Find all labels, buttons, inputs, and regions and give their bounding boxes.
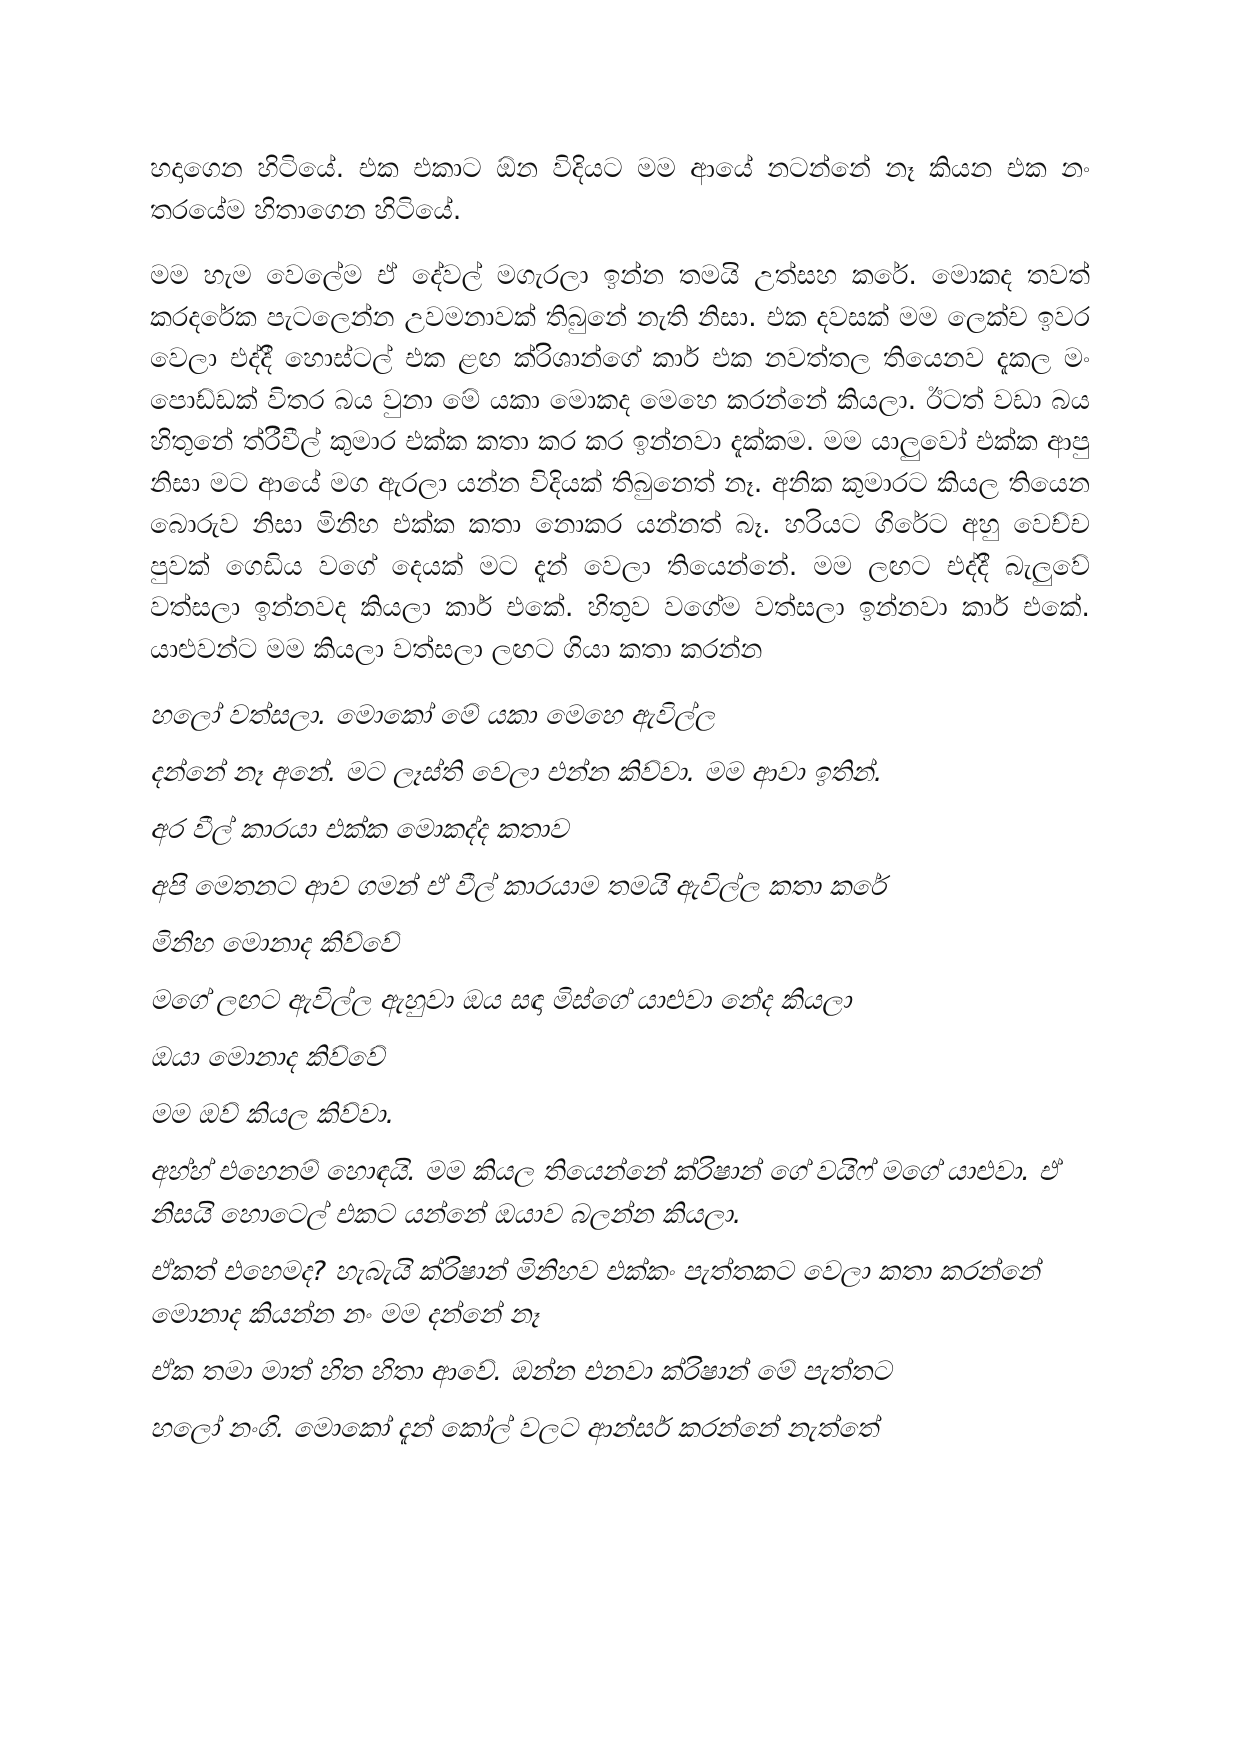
dialogue-line: හලෝ නංගි. මොකෝ දැන් කෝල් වලට ආන්සර් කරන්නේ නැත්තේ (150, 1413, 879, 1444)
dialogue-line: මිනිහ මොනාද කිව්වේ (150, 928, 399, 959)
narration-paragraph: මම හැම වෙලේම ඒ දේවල් මගැරලා ඉන්න තමයි උත්සහ කරේ. මොකද තවත් කරදරේක පැටලෙන්න උවමනාවක් තිබුනේ නැති නිසා. එක දවසක් මම ලෙක්ච ඉවර වෙලා එද්දී හොස්ටල් එක ළඟ ක්රිශාන්ගේ කාර් එක නවත්තල තියෙනව දැකල මං පොඩ්ඩක් විතර බය වුනා මේ යකා මොකද මෙහෙ කරන්නේ කියලා. ඊටත් වඩා බය හිතුනේ ත්රීවීල් කුමාර එක්ක කතා කර කර ඉන්නවා දැක්කම. මම යාලුවෝ එක්ක ආපු නිසා මට ආයේ මග ඇරලා යන්න විදියක් තිබුනෙත් නෑ. අනික කුමාරට කියල තියෙන බොරුව නිසා මිනිහ එක්ක කතා නොකර යන්නත් බෑ. හරියට ගිරේට අහු වෙච්ච පුවක් ගෙඩිය වගේ දෙයක් මට දැන් වෙලා තියෙන්නේ. මම ලඟට එද්දී බැලුවේ වත්සලා ඉන්නවද කියලා කාර් එකේ. හිතුව වගේම වත්සලා ඉන්නවා කාර් එකේ. යාළුවන්ට මම කියලා වත්සලා ලඟට ගියා කතා කරන්න (150, 260, 1090, 665)
dialogue-line: ඒකත් එහෙමද? හැබැයි ක්රිෂාන් මිනිහව එක්කං පැත්තකට වෙලා කතා කරන්නේ මොනාද කියන්න නං මම දන්නේ නෑ (150, 1256, 1040, 1330)
document-body (150, 148, 1090, 1464)
dialogue-line: හලෝ වත්සලා. මොකෝ මේ යකා මෙහෙ ඇවිල්ල (150, 700, 715, 731)
dialogue-line: ඔයා මොනාද කිව්වේ (150, 1042, 385, 1073)
dialogue-line: ඒක තමා මාත් හිත හිතා ආවේ. ඔන්න එනවා ක්රිෂාන් මේ පැත්තට (150, 1356, 892, 1387)
dialogue-line: දන්නේ නෑ අනේ. මට ලෑස්ති වෙලා එන්න කිව්වා. මම ආවා ඉතින්. (150, 757, 883, 788)
dialogue-line: අපි මෙතනට ආව ගමන් ඒ වීල් කාරයාම තමයි ඇවිල්ල කතා කරේ (150, 871, 886, 902)
dialogue-line: අහ්හ් එහෙනම් හොඳයි. මම කියල තියෙන්නේ ක්රිෂාන් ගේ වයිෆ් මගේ යාළුවා. ඒ නිසයි හොටෙල් එකට යන්නේ ඔයාව බලන්න කියලා. (150, 1156, 1059, 1230)
dialogue-line: අර වීල් කාරයා එක්ක මොකද්ද කතාව (150, 814, 569, 845)
dialogue-line: මගේ ලඟට ඇවිල්ල ඇහුවා ඔය සඳා මිස්ගේ යාළුවා නේද කියලා (150, 985, 852, 1016)
narration-paragraph: හදාගෙන හිටියේ. එක එකාට ඕන විදියට මම ආයේ නටන්නේ නෑ කියන එක නං තරයේම හිතාගෙන හිටියේ. (150, 153, 1090, 226)
dialogue-line: මම ඔව් කියල කිව්වා. (150, 1099, 395, 1130)
